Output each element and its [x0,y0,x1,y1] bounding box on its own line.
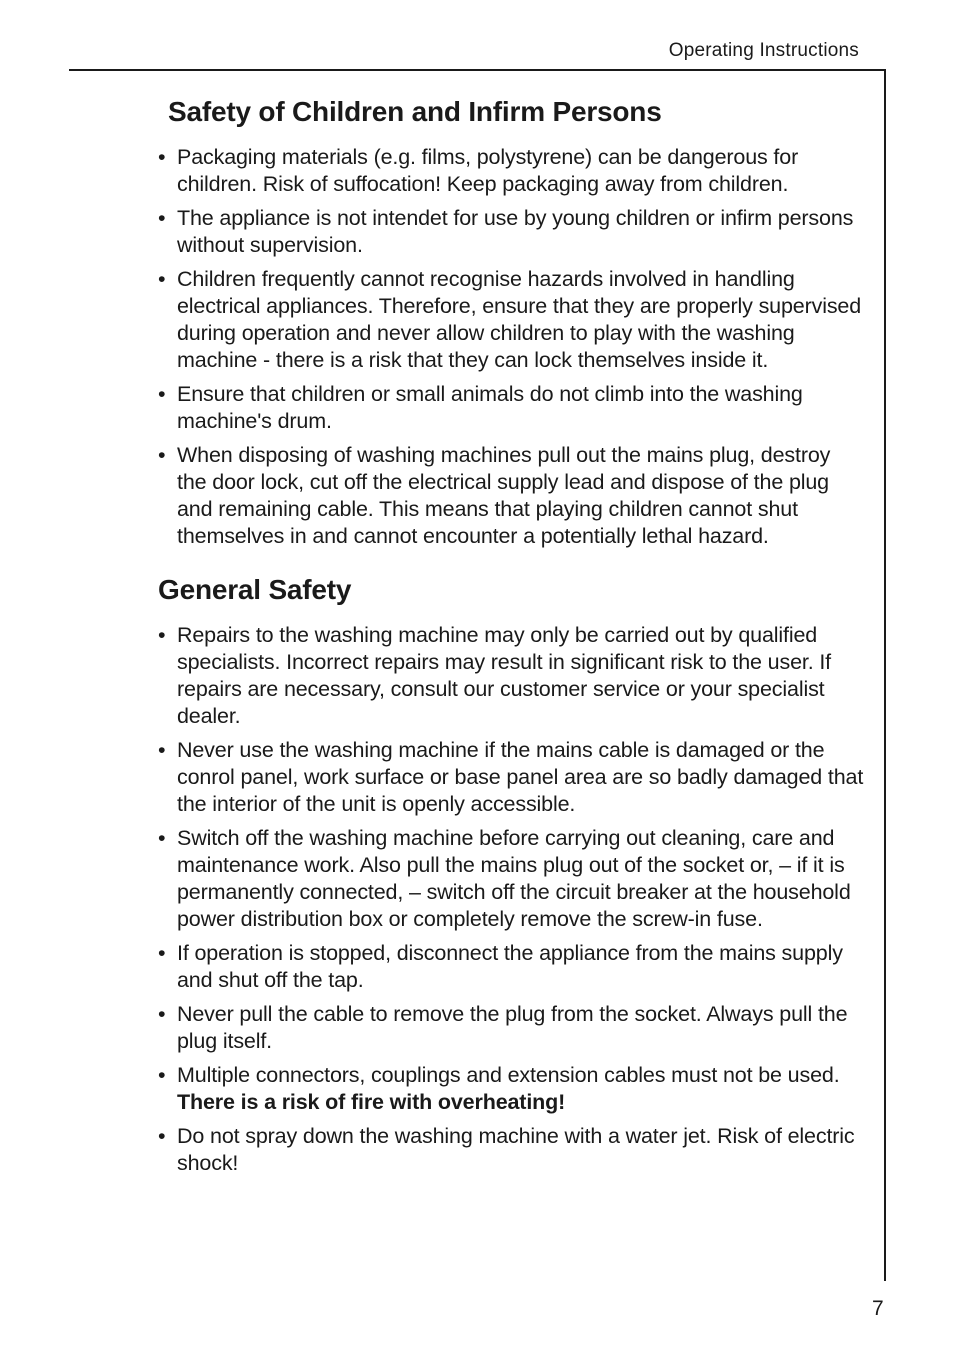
list-item [158,1123,864,1177]
page-number: 7 [872,1297,884,1320]
list-item [158,622,864,730]
list-item [158,144,864,198]
list-item-text: The appliance is not intendet for use by young children or infirm persons without supervision. [177,206,854,257]
bullet-icon: • [158,145,166,169]
list-item-text: Packaging materials (e.g. films, polystyrene) can be dangerous for children. Risk of suffocation! Keep packaging away from children. [177,145,799,196]
list-item [158,205,864,259]
general-safety-list [158,622,864,1177]
list-item-text: Children frequently cannot recognise hazards involved in handling electrical appliances. Therefore, ensure that they are properly supervised during operation and never allow children to play with the washing machine - there is a risk that they can lock themselves inside it. [177,267,862,372]
bullet-icon: • [158,382,166,406]
list-item-text: Repairs to the washing machine may only be carried out by qualified specialists. Incorrect repairs may result in significant risk to the user. If repairs are necessary, consult our customer service or your specialist dealer. [177,623,832,728]
bullet-icon: • [158,1002,166,1026]
list-item [158,442,864,550]
running-header: Operating Instructions [668,40,859,61]
list-item [158,940,864,994]
list-item [158,825,864,933]
list-item [158,381,864,435]
margin-rule [884,69,886,1281]
section-title-general-safety: General Safety [158,574,352,605]
bullet-icon: • [158,443,166,467]
bullet-icon: • [158,941,166,965]
list-item-text: Switch off the washing machine before carrying out cleaning, care and maintenance work. Also pull the mains plug out of the socket or, – if it is permanently connected, – switch off the circuit breaker at the household power distribution box or completely remove the screw-in fuse. [177,826,851,931]
children-safety-list [158,144,864,550]
bullet-icon: • [158,1063,166,1087]
list-item-text: Never use the washing machine if the mains cable is damaged or the conrol panel, work surface or base panel area are so badly damaged that the interior of the unit is openly accessible. [177,738,864,816]
bullet-icon: • [158,267,166,291]
page-content [158,92,864,1184]
list-item-text: Never pull the cable to remove the plug from the socket. Always pull the plug itself. [177,1002,848,1053]
header-rule [69,69,886,71]
bullet-icon: • [158,1124,166,1148]
list-item-text: Multiple connectors, couplings and extension cables must not be used. [177,1063,840,1087]
list-item-text: Ensure that children or small animals do not climb into the washing machine's drum. [177,382,803,433]
bullet-icon: • [158,738,166,762]
list-item-text: Do not spray down the washing machine with a water jet. Risk of electric shock! [177,1124,855,1175]
list-item [158,1062,864,1116]
fire-warning: There is a risk of fire with overheating! [177,1090,566,1114]
bullet-icon: • [158,206,166,230]
section-title-children-safety: Safety of Children and Infirm Persons [168,96,662,127]
list-item-text: When disposing of washing machines pull out the mains plug, destroy the door lock, cut off the electrical supply lead and dispose of the plug and remaining cable. This means that playing children cannot shut themselves in and cannot encounter a potentially lethal hazard. [177,443,831,548]
bullet-icon: • [158,623,166,647]
list-item [158,737,864,818]
bullet-icon: • [158,826,166,850]
list-item [158,1001,864,1055]
list-item [158,266,864,374]
list-item-text: If operation is stopped, disconnect the appliance from the mains supply and shut off the tap. [177,941,843,992]
